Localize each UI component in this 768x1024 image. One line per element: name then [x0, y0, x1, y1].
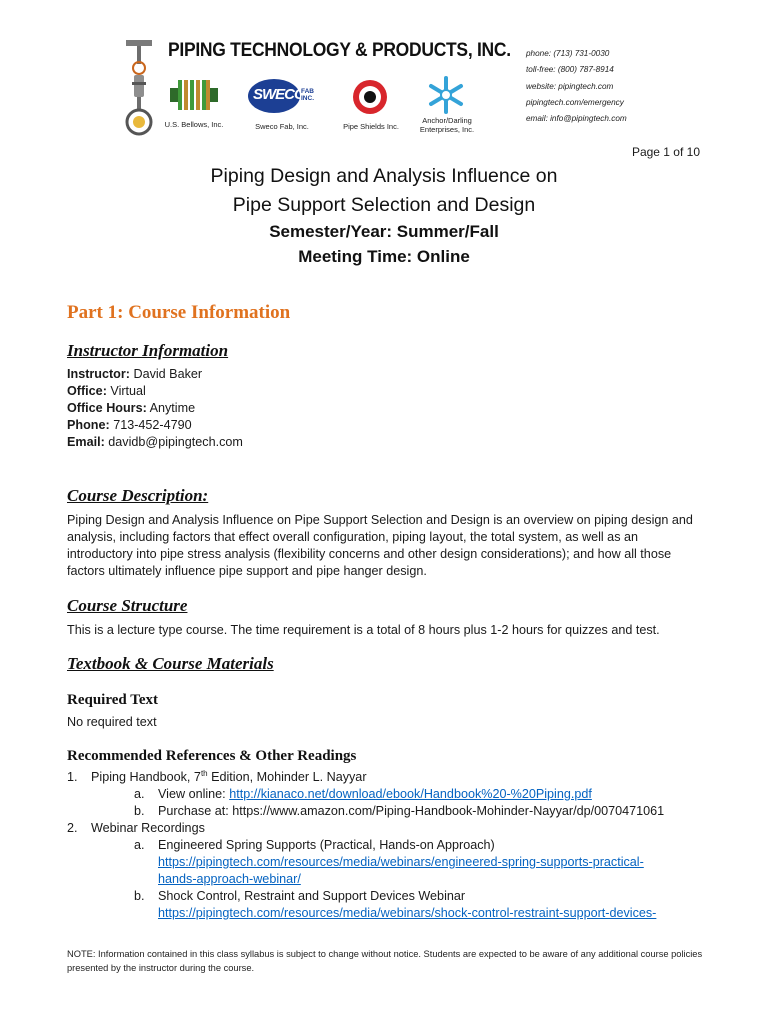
ptp-hanger-logo-icon: [120, 38, 158, 138]
reference-item: 2. Webinar Recordings: [67, 821, 205, 835]
logo-caption: Anchor/Darling Enterprises, Inc.: [419, 116, 475, 134]
contact-website[interactable]: website: pipingtech.com: [526, 81, 614, 91]
reference-number: 2.: [67, 821, 78, 835]
contact-email[interactable]: email: info@pipingtech.com: [526, 114, 627, 124]
meeting-time: Meeting Time: Online: [298, 247, 470, 266]
contact-phone: phone: (713) 731-0030: [526, 49, 610, 58]
office-hours-line: Office Hours: Anytime: [67, 401, 196, 415]
course-title-line1: Piping Design and Analysis Influence on: [210, 165, 558, 187]
pipe-shields-logo-icon: [351, 78, 391, 118]
instructor-info: [67, 366, 243, 451]
reference-subitem: b. Purchase at: https://www.amazon.com/Piping-Handbook-Mohinder-Nayyar/dp/0070471061: [134, 804, 665, 818]
textbook-heading: Textbook & Course Materials: [67, 654, 274, 673]
reference-subitem: a. Engineered Spring Supports (Practical, Hands-on Approach) https://pipingtech.com/resources/media/webinars/engineered-spring-supports-practical- hands-approach-webinar/: [134, 838, 644, 886]
course-structure-heading: Course Structure: [67, 596, 188, 615]
amazon-purchase-text[interactable]: Purchase at: https://www.amazon.com/Piping-Handbook-Mohinder-Nayyar/dp/0070471061: [158, 804, 665, 818]
semester-year: Semester/Year: Summer/Fall: [269, 222, 499, 241]
sweco-fab-mark: FAB INC.: [301, 88, 314, 102]
office-line: Office: Virtual: [67, 384, 146, 398]
handbook-online-link[interactable]: http://kianaco.net/download/ebook/Handbook%20-%20Piping.pdf: [229, 787, 592, 801]
course-title-line2: Pipe Support Selection and Design: [232, 194, 536, 216]
page-number: Page 1 of 10: [631, 145, 700, 159]
phone-line: Phone: 713-452-4790: [67, 418, 192, 432]
logo-caption: U.S. Bellows, Inc.: [164, 120, 224, 129]
company-name: PIPING TECHNOLOGY & PRODUCTS, INC.: [168, 40, 511, 61]
reference-list: [67, 769, 707, 922]
required-text-heading: Required Text: [67, 692, 158, 708]
email-line: Email: davidb@pipingtech.com: [67, 435, 243, 449]
syllabus-note: NOTE: Information contained in this class syllabus is subject to change without notice. Students are expected to be aware of any additional course policies presented by the instructor during the course.: [67, 949, 703, 973]
reference-subitem: b. Shock Control, Restraint and Support Devices Webinar https://pipingtech.com/resources/media/webinars/shock-control-restraint-support-devices-: [134, 889, 657, 920]
instructor-line: Instructor: David Baker: [67, 367, 203, 381]
required-text-value: No required text: [67, 715, 157, 729]
snowflake-logo-icon: [426, 75, 466, 115]
reference-subitem: a. View online: http://kianaco.net/download/ebook/Handbook%20-%20Piping.pdf: [134, 787, 592, 801]
us-bellows-logo-icon: [168, 74, 220, 116]
course-description-heading: Course Description:: [67, 486, 209, 505]
spring-supports-webinar-link[interactable]: https://pipingtech.com/resources/media/webinars/engineered-spring-supports-practical-: [158, 855, 644, 869]
logo-caption: Sweco Fab, Inc.: [255, 122, 309, 131]
spring-supports-webinar-link-cont[interactable]: hands-approach-webinar/: [158, 872, 301, 886]
reference-item: 1. Piping Handbook, 7th Edition, Mohinder L. Nayyar: [67, 768, 367, 784]
shock-control-webinar-link[interactable]: https://pipingtech.com/resources/media/webinars/shock-control-restraint-support-devices-: [158, 906, 657, 920]
email-link[interactable]: davidb@pipingtech.com: [108, 435, 243, 449]
part1-heading: Part 1: Course Information: [67, 302, 291, 323]
contact-toll-free: toll-free: (800) 787-8914: [526, 65, 614, 75]
instructor-heading: Instructor Information: [67, 341, 229, 360]
logo-caption: Pipe Shields Inc.: [343, 122, 399, 131]
course-structure-text: This is a lecture type course. The time requirement is a total of 8 hours plus 1-2 hours for quizzes and test.: [67, 623, 660, 637]
recommended-heading: Recommended References & Other Readings: [67, 748, 357, 764]
reference-number: 1.: [67, 770, 78, 784]
course-description-text: Piping Design and Analysis Influence on Pipe Support Selection and Design is an overview on piping design and analysis, including factors that effect overall configuration, piping layout, the total system, as well as an introductory into pipe stress analysis (flexibility concerns and other design considerations); and how all those factors ultimately influence pipe support and pipe hanger design.: [67, 513, 693, 578]
sweco-wordmark: SWECO: [253, 86, 305, 103]
contact-emergency[interactable]: pipingtech.com/emergency: [526, 97, 624, 107]
contact-block: [526, 46, 627, 127]
letterhead: [118, 30, 670, 148]
